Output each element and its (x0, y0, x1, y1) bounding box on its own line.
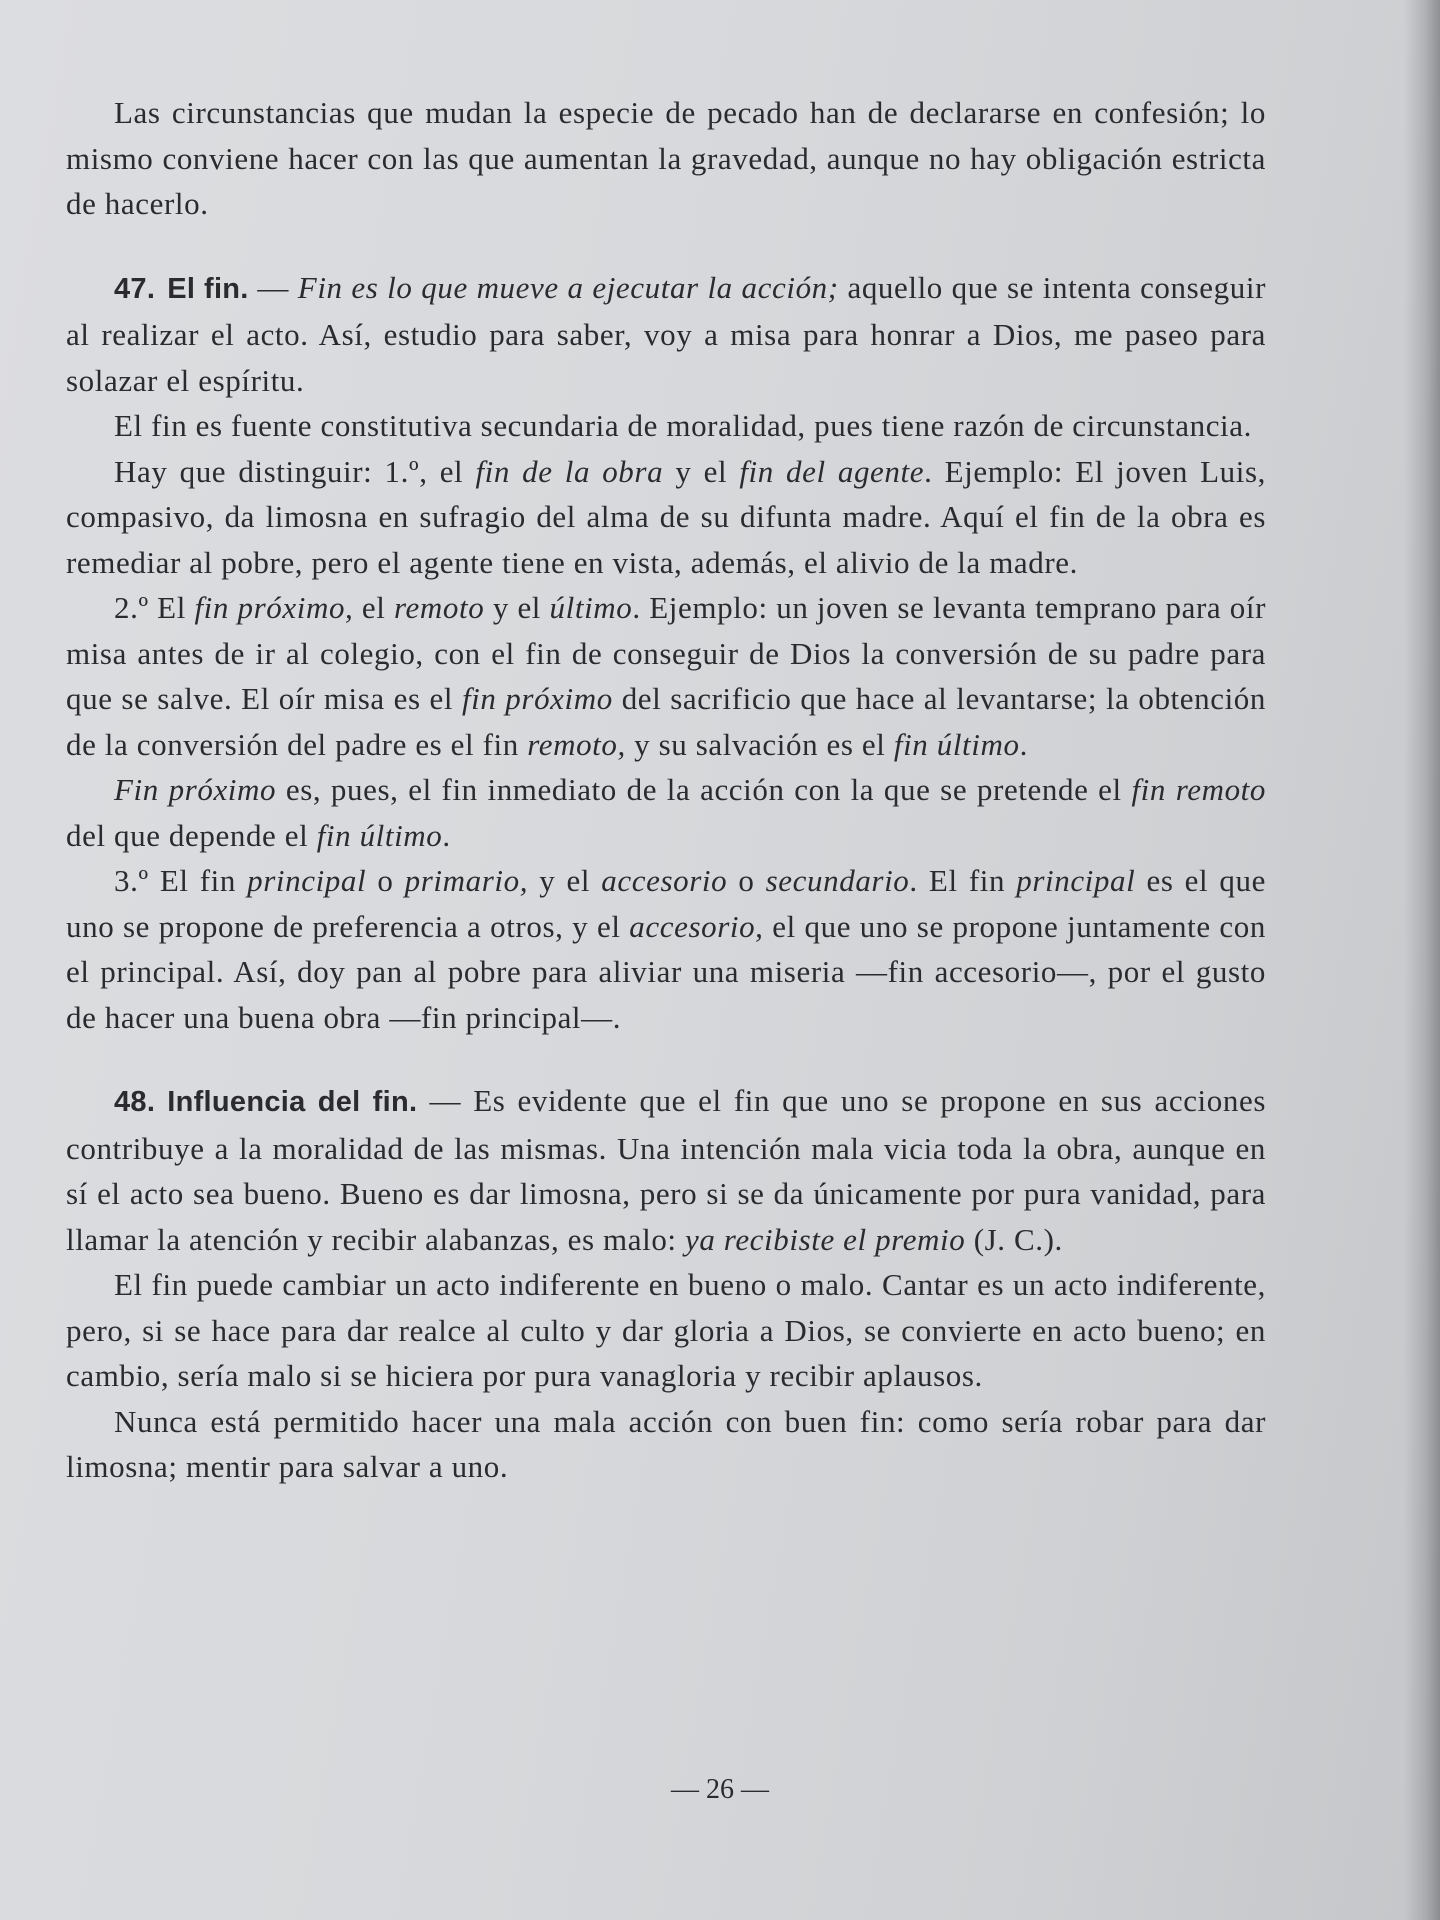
section-heading: El fin. (167, 272, 249, 305)
page-edge-shadow (1404, 0, 1440, 1920)
definition-italic: Fin es lo que mueve a ejecutar la acción; (297, 269, 839, 305)
paragraph-fin-proximo: 2.º El fin próximo, el remoto y el último. Ejemplo: un joven se levanta temprano para oír misa antes de ir al colegio, con el fin de conseguir de Dios la conversión de su padre para que se salve. El oír misa es el fin próximo del sacrificio que hace al levantarse; la obtención de la conversión del padre es el fin remoto, y su salvación es el fin último. (66, 590, 1267, 762)
paragraph-fuente: El fin es fuente constitutiva secundaria de moralidad, pues tiene razón de circunstancia. (114, 408, 1252, 443)
paragraph-circunstancias: Las circunstancias que mudan la especie de pecado han de declararse en confesión; lo mismo conviene hacer con las que aumentan la gravedad, aunque no hay obligación estricta de hacerlo. (66, 95, 1266, 221)
section-heading: Influencia del fin. (167, 1086, 418, 1118)
paragraph-acto-indiferente: El fin puede cambiar un acto indiferente en bueno o malo. Cantar es un acto indiferente, pero, si se hace para dar realce al culto y dar gloria a Dios, se convierte en acto bueno; en cambio, sería malo si se hiciera por pura vanagloria y recibir aplausos. (66, 1267, 1266, 1393)
section-gap (66, 227, 1266, 265)
section-number: 48. (114, 1086, 156, 1118)
paragraph-distinguir: Hay que distinguir: 1.º, el fin de la obra y el fin del agente. Ejemplo: El joven Luis, compasivo, da limosna en sufragio del alma de su difunta madre. Aquí el fin de la obra es remediar al pobre, pero el agente tiene en vista, además, el alivio de la madre. (66, 453, 1267, 580)
section-48: 48. Influencia del fin. — Es evidente que el fin que uno se propone en sus acciones contribuye a la moralidad de las mismas. Una intención mala vicia toda la obra, aunque en sí el acto sea bueno. Bueno es dar limosna, pero si se da únicamente por pura vanidad, para llamar la atención y recibir alabanzas, es malo: ya recibiste el premio (J. C.). (66, 1083, 1266, 1257)
paragraph-nunca-permitido: Nunca está permitido hacer una mala acción con buen fin: como sería robar para dar limosna; mentir para salvar a uno. (66, 1403, 1266, 1484)
page-number: — 26 — (671, 1774, 769, 1805)
page-body (66, 90, 1266, 1490)
section-number: 47. (114, 272, 156, 305)
paragraph-fin-inmediato: Fin próximo es, pues, el fin inmediato de la acción con la que se pretende el fin remoto del que depende el fin último. (66, 772, 1266, 853)
section-47: 47. El fin. — Fin es lo que mueve a ejecutar la acción; aquello que se intenta conseguir al realizar el acto. Así, estudio para saber, voy a misa para honrar a Dios, me paseo para solazar el espíritu. (66, 269, 1266, 398)
quote-italic: ya recibiste el premio (685, 1221, 966, 1257)
paragraph-fin-principal: 3.º El fin principal o primario, y el accesorio o secundario. El fin principal es el que uno se propone de preferencia a otros, y el accesorio, el que uno se propone juntamente con el principal. Así, doy pan al pobre para aliviar una miseria —fin accesorio—, por el gusto de hacer una buena obra —fin principal—. (66, 863, 1266, 1035)
section-gap (66, 1040, 1266, 1078)
